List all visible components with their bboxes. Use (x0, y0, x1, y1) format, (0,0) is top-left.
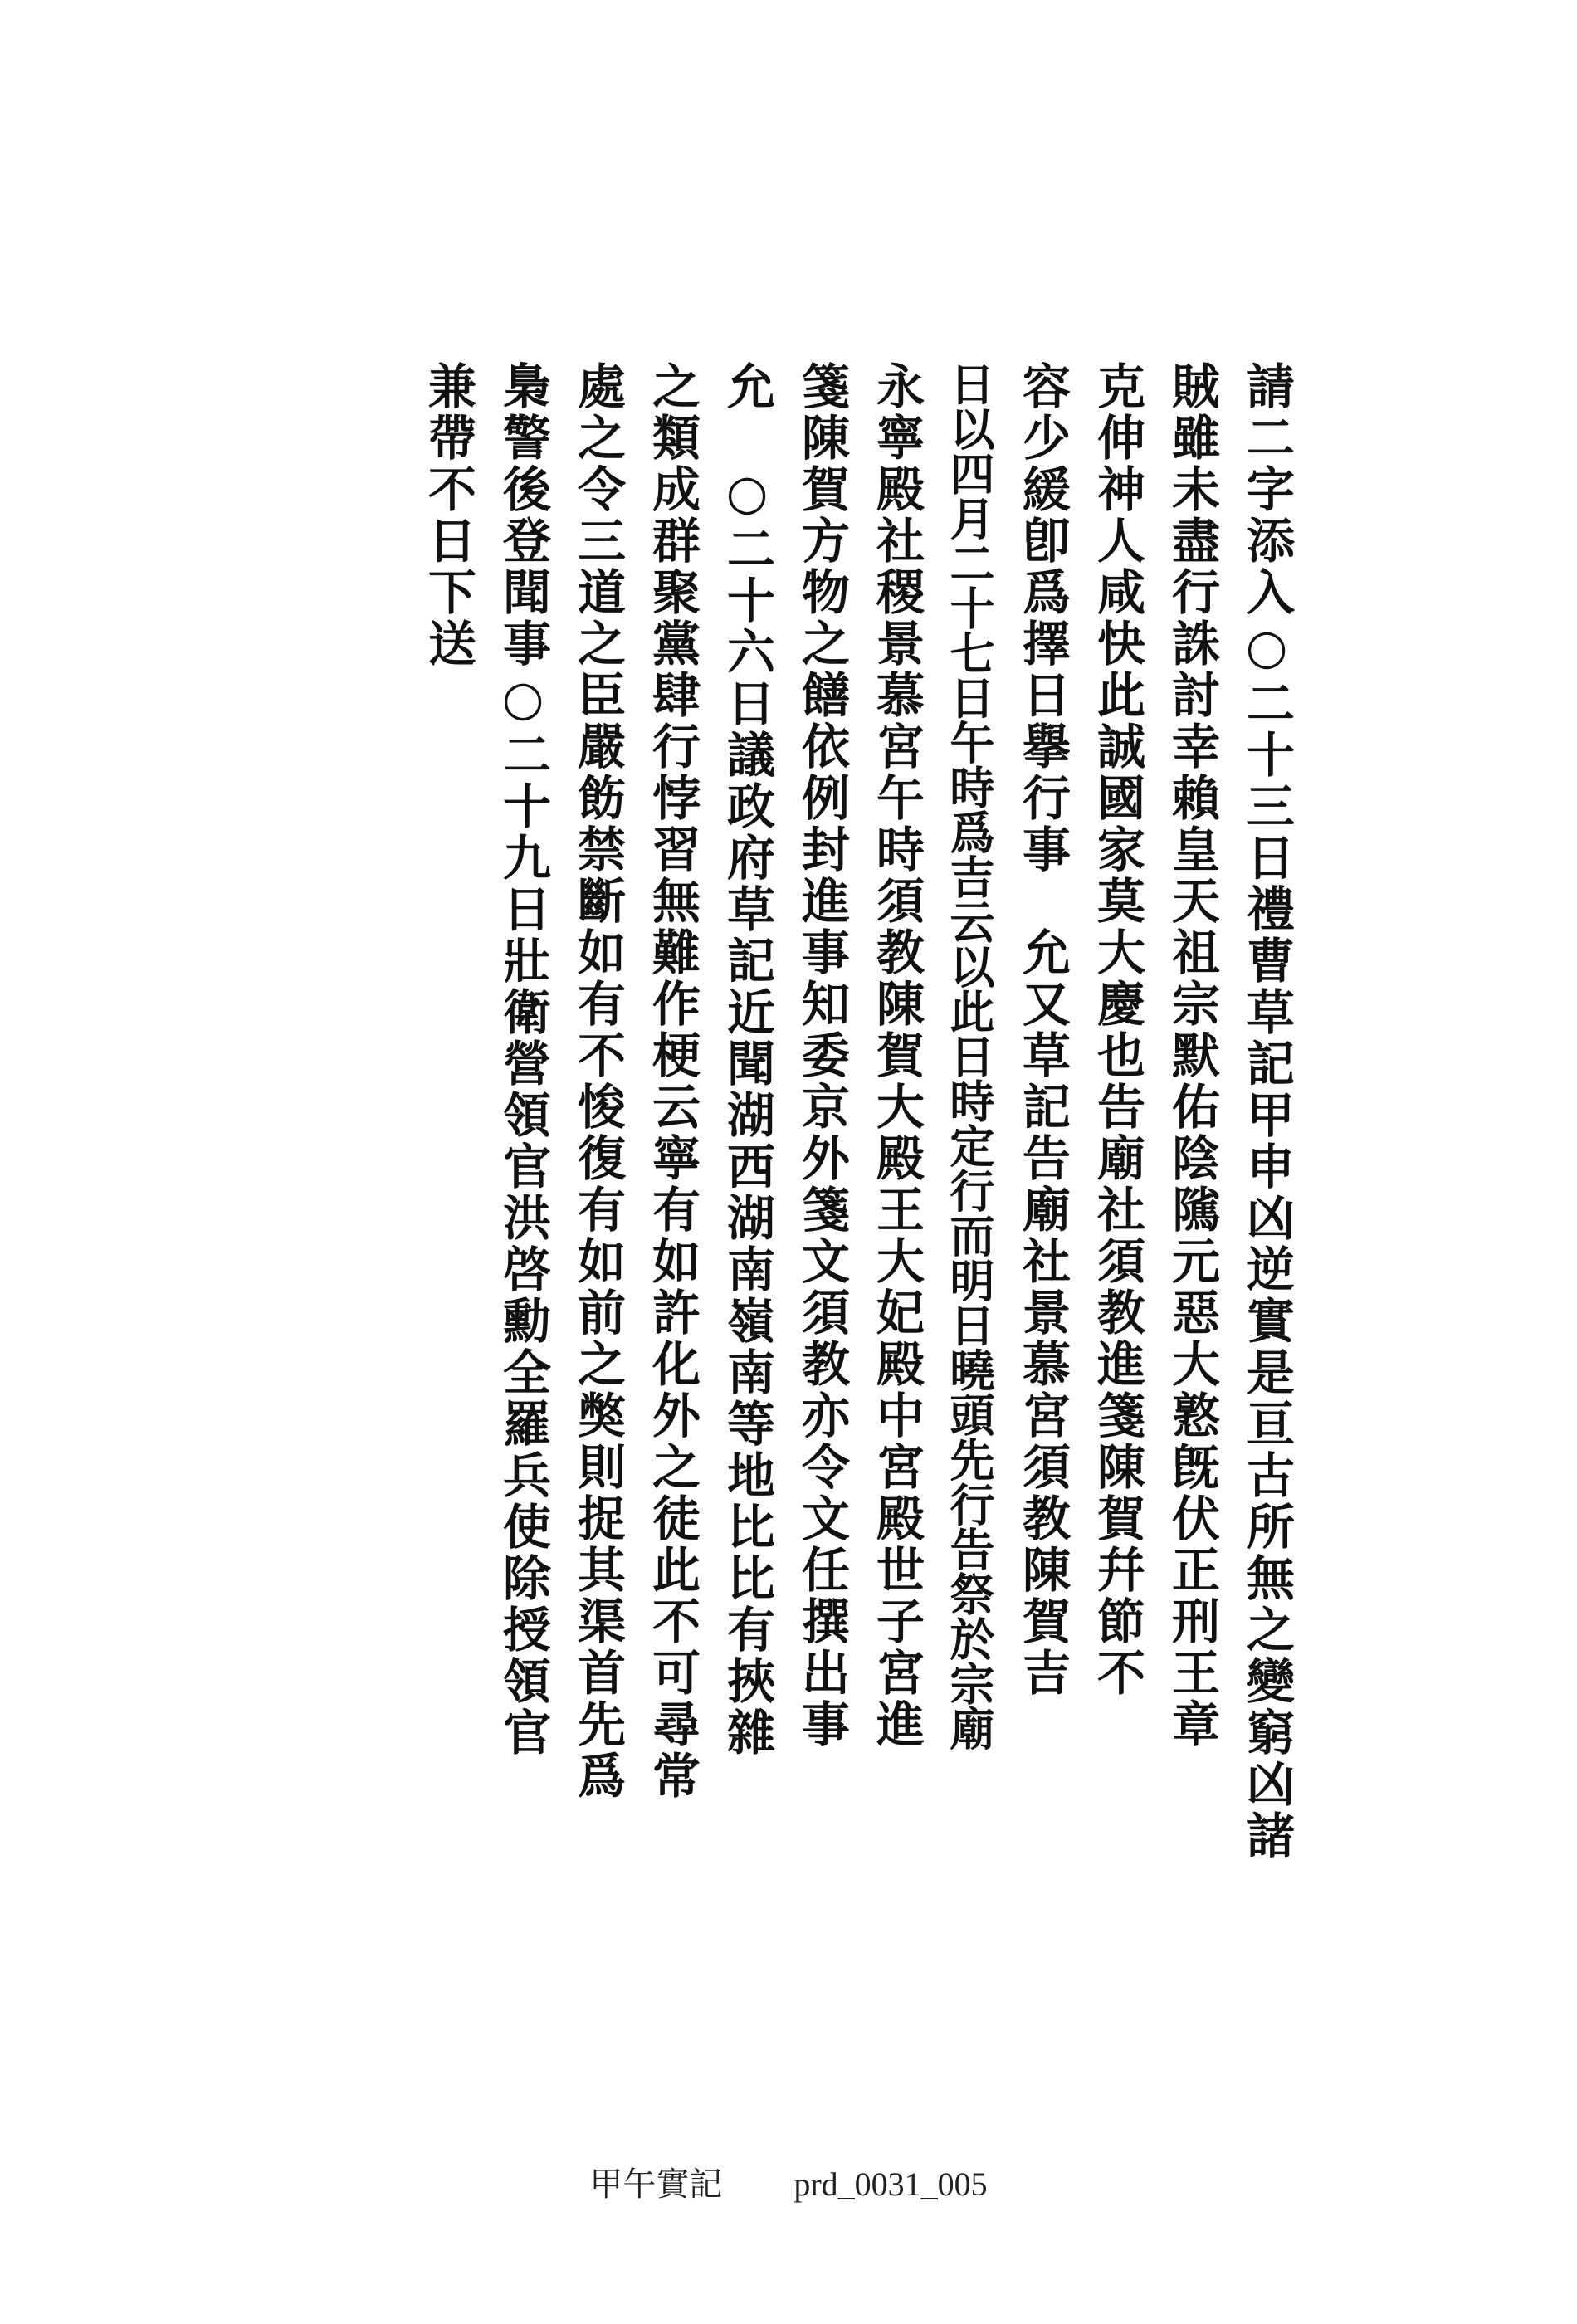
text-column-6: 永寧殿社稷景慕宮午時須教陳賀大殿王大妃殿中宮殿世子宮進 (868, 361, 925, 1750)
text-column-5: 日以四月二十七日午時爲吉云以此日時定行而明日曉頭先行告祭於宗廟 (943, 361, 996, 1750)
page-footer (0, 2158, 1577, 2205)
page-id: prd_0031_005 (793, 2165, 988, 2203)
text-column-11: 梟警後登聞事○二十九日壯衛營領官洪啓勳全羅兵使除授領官 (495, 361, 551, 1759)
text-column-3: 克伸神人咸快此誠國家莫大慶也告廟社須教進箋陳賀幷節不 (1089, 361, 1145, 1699)
text-column-10: 處之令三道之臣嚴飭禁斷如有不悛復有如前之獘則捉其渠首先爲 (569, 361, 626, 1802)
text-column-9: 之類成群聚黨肆行悖習無難作梗云寧有如許化外之徒此不可尋常 (644, 361, 701, 1802)
book-title: 甲午實記 (589, 2165, 723, 2203)
text-column-4: 容少緩卽爲擇日擧行事 允又草記告廟社景慕宮須教陳賀吉 (1014, 361, 1071, 1699)
text-column-7: 箋陳賀方物之饍依例封進事知委京外箋文須教亦令文任撰出事 (793, 361, 850, 1750)
text-column-1: 請二字添入○二十三日禮曹草記甲申凶逆實是亘古所無之變窮凶諸 (1238, 361, 1295, 1862)
text-column-2: 賊雖未盡行誅討幸賴皇天祖宗默佑陰隲元惡大憝旣伏正刑王章 (1164, 361, 1220, 1750)
vertical-text-block (420, 361, 1295, 1938)
text-column-8: 允 ○二十六日議政府草記近聞湖西湖南嶺南等地比比有挾雜 (719, 361, 775, 1759)
text-column-12: 兼帶不日下送 (420, 361, 476, 670)
